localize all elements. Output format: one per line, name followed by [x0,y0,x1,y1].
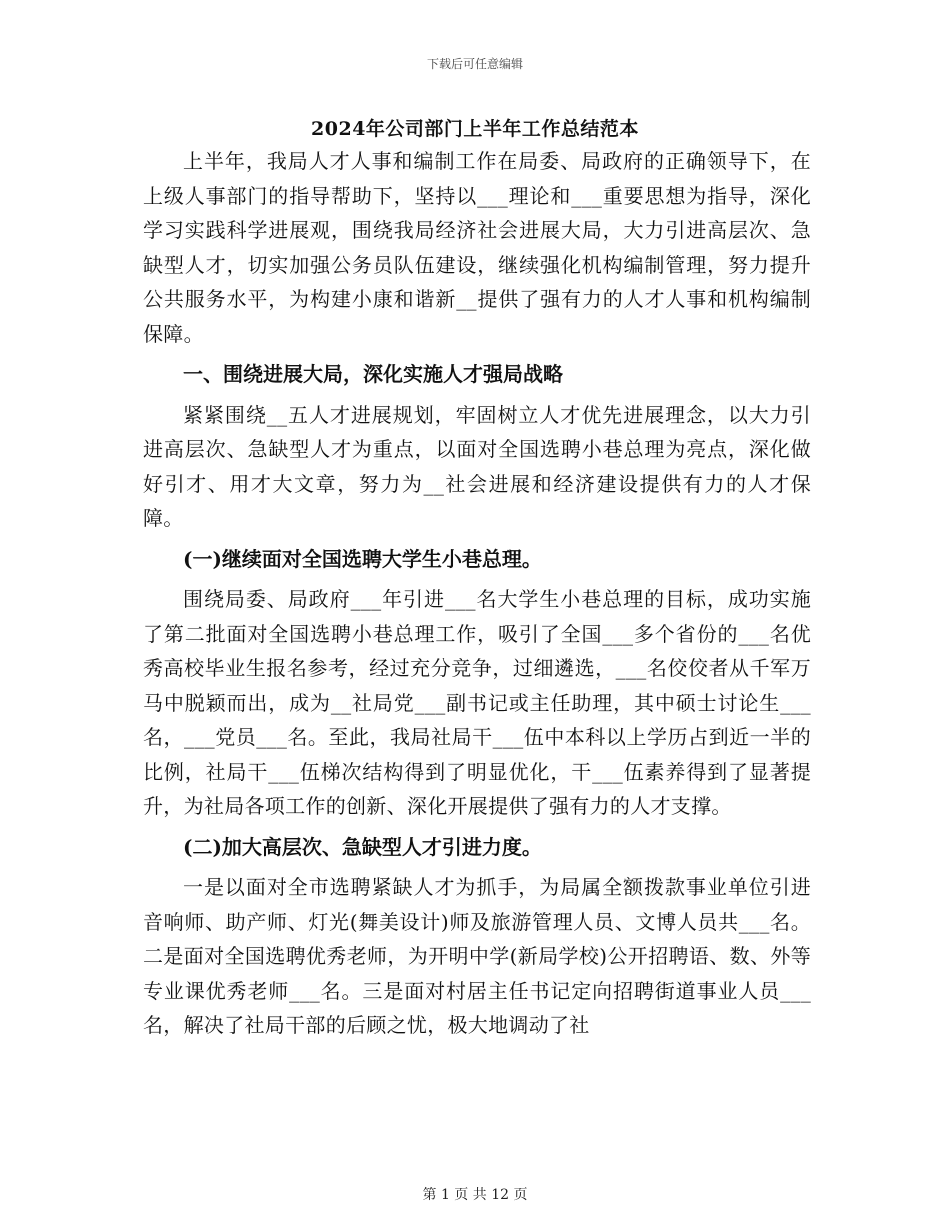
download-note: 下载后可任意编辑 [426,57,523,71]
subsection-2-paragraph: 一是以面对全市选聘紧缺人才为抓手，为局属全额拨款事业单位引进音响师、助产师、灯光(舞美设计)师及旅游管理人员、文博人员共___名。二是面对全国选聘优秀老师，为开明中学(新局学校)公开招聘语、数、外等专业课优秀老师___名。三是面对村居主任书记定向招聘街道事业人员___名，解决了社局干部的后顾之忧，极大地调动了社 [143,875,811,1037]
subsection-1-paragraph: 围绕局委、局政府___年引进___名大学生小巷总理的目标，成功实施了第二批面对全国选聘小巷总理工作，吸引了全国___多个省份的___名优秀高校毕业生报名参考，经过充分竞争，过细遴选，___名佼佼者从千军万马中脱颖而出，成为__社局党___副书记或主任助理，其中硕士讨论生___名，___党员___名。至此，我局社局干___伍中本科以上学历占到近一半的比例，社局干___伍梯次结构得到了明显优化，干___伍素养得到了显著提升，为社局各项工作的创新、深化开展提供了强有力的人才支撑。 [143,587,811,818]
document-body [143,144,811,1043]
subsection-2-heading: (二)加大高层次、急缺型人才引进力度。 [183,834,542,859]
section-1-paragraph: 紧紧围绕__五人才进展规划，牢固树立人才优先进展理念，以大力引进高层次、急缺型人才为重点，以面对全国选聘小巷总理为亮点，深化做好引才、用才大文章，努力为__社会进展和经济建设提供有力的人才保障。 [143,402,811,530]
section-1-heading: 一、围绕进展大局，深化实施人才强局战略 [183,362,563,386]
document-title: 2024年公司部门上半年工作总结范本 [311,118,639,140]
subsection-1-heading: (一)继续面对全国选聘大学生小巷总理。 [183,546,542,571]
page-number: 第 1 页 共 12 页 [422,1187,528,1203]
intro-paragraph: 上半年，我局人才人事和编制工作在局委、局政府的正确领导下，在上级人事部门的指导帮助下，坚持以___理论和___重要思想为指导，深化学习实践科学进展观，围绕我局经济社会进展大局，大力引进高层次、急缺型人才，切实加强公务员队伍建设，继续强化机构编制管理，努力提升公共服务水平，为构建小康和谐新__提供了强有力的人才人事和机构编制保障。 [143,149,811,346]
